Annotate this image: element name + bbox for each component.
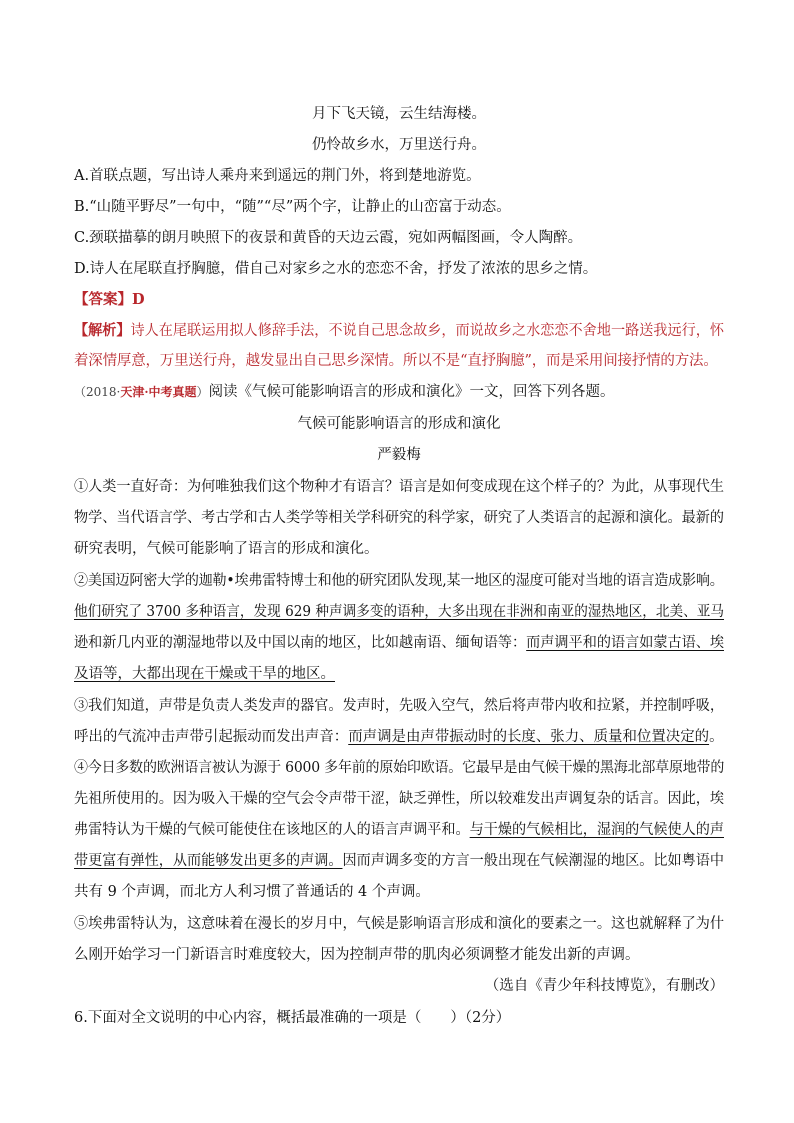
p2-line-2 — [74, 602, 725, 622]
p4-line-3a: 弗雷特认为干燥的气候可能使住在该地区的人的语言声调平和。 — [74, 822, 470, 838]
p4-line-5: 共有 9 个声调，而北方人利习惯了普通话的 4 个声调。 — [74, 884, 430, 900]
p4-underlined-2: 带更富有弹性，从而能够发出更多的声调。 — [74, 853, 343, 869]
p2-underlined-2: 而声调平和的语言如蒙古语、埃 — [526, 635, 724, 651]
p2-line-3 — [74, 633, 724, 653]
option-c: C.颈联描摹的朗月映照下的夜景和黄昏的天边云霞，宛如两幅图画，令人陶醉。 — [74, 230, 583, 246]
source-tag: 天津·中考真题 — [120, 385, 197, 399]
p5-line-2: 么刚开始学习一门新语言时难度较大，因为控制声带的肌肉必须调整才能发出新的声调。 — [74, 947, 640, 963]
answer-value: D — [132, 291, 145, 308]
p5-line-1: ⑤埃弗雷特认为，这意味着在漫长的岁月中，气候是影响语言形成和演化的要素之一。这也就解释了为什 — [74, 916, 724, 932]
poem-line-1: 月下飞天镜，云生结海楼。 — [312, 106, 486, 122]
analysis-line-2: 着深情厚意，万里送行舟，越发显出自己思乡深情。所以不是“直抒胸臆”，而是采用间接抒情的方法。 — [74, 353, 718, 369]
option-b: B.“山随平野尽”一句中，“随”“尽”两个字，让静止的山峦富于动态。 — [74, 199, 511, 215]
p4-line-1: ④今日多数的欧洲语言被认为源于 6000 多年前的原始印欧语。它最早是由气候干燥的黑海北部草原地带的 — [74, 760, 725, 776]
answer-line — [74, 290, 724, 310]
p4-line-3 — [74, 820, 724, 840]
p1-line-3: 研究表明，气候可能影响了语言的形成和演化。 — [74, 541, 379, 557]
p4-line-2: 先祖所使用的。因为吸入干燥的空气会令声带干涩，缺乏弹性，所以较难发出声调复杂的话言。因此，埃 — [74, 791, 724, 807]
p2-line-1: ②美国迈阿密大学的迦勒•埃弗雷特博士和他的研究团队发现,某一地区的湿度可能对当地的语言造成影响。 — [74, 573, 724, 589]
analysis-text-1: 诗人在尾联运用拟人修辞手法，不说自己思念故乡，而说故乡之水恋恋不舍地一路送我远行，怀 — [130, 323, 724, 339]
p3-line-2a: 呼出的气流冲击声带引起振动而发出声音： — [74, 729, 349, 745]
source-text: 阅读《气候可能影响语言的形成和演化》一文，回答下列各题。 — [208, 384, 615, 400]
p3-underlined: 而声调是由声带振动时的长度、张力、质量和位置决定的 — [348, 729, 710, 745]
p3-line-1: ③我们知道，声带是负责人类发声的器官。发声时，先吸入空气，然后将声带内收和拉紧，并控制呼吸， — [74, 698, 724, 714]
p1-line-2: 物学、当代语言学、考古学和古人类学等相关学科研究的科学家，研究了人类语言的起源和演化。最新的 — [74, 510, 724, 526]
question-6: 6.下面对全文说明的中心内容，概括最准确的一项是（ ）（2分） — [74, 1010, 511, 1026]
p2-underlined-3: 及语等，大都出现在干燥或干旱的地区。 — [74, 666, 335, 682]
answer-label: 【答案】 — [74, 291, 132, 308]
source-close: ） — [196, 385, 209, 399]
p4-line-4 — [74, 851, 724, 871]
p4-underlined-1: 与干燥的气候相比，湿润的气候使人的声 — [469, 822, 724, 838]
p2-line-4 — [74, 664, 724, 684]
p3-line-2c: 。 — [709, 729, 724, 745]
p1-line-1: ①人类一直好奇：为何唯独我们这个物种才有语言？语言是如何变成现在这个样子的？为此，从事现代生 — [74, 479, 724, 495]
option-d: D.诗人在尾联直抒胸臆，借自己对家乡之水的恋恋不舍，抒发了浓浓的思乡之情。 — [74, 261, 598, 277]
p2-line-3a: 逊和新几内亚的潮湿地带以及中国以南的地区，比如越南语、缅甸语等： — [74, 635, 527, 651]
article-title: 气候可能影响语言的形成和演化 — [297, 416, 501, 432]
article-author: 严毅梅 — [377, 447, 421, 463]
source-open: （2018· — [74, 385, 121, 399]
p3-line-2 — [74, 727, 724, 747]
analysis-line-1 — [74, 321, 724, 341]
article-citation: （选自《青少年科技博览》，有删改） — [484, 978, 724, 994]
option-a: A.首联点题，写出诗人乘舟来到遥远的荆门外，将到楚地游览。 — [74, 168, 481, 184]
analysis-label: 【解析】 — [74, 322, 131, 339]
p4-line-4b: 因而声调多变的方言一般出现在气候潮湿的地区。比如粤语中 — [342, 853, 724, 869]
source-note — [74, 382, 724, 402]
p2-underlined-1: 他们研究了 3700 多种语言，发现 629 种声调多变的语种，大多出现在非洲和南亚的湿热地区，北美、亚马 — [74, 604, 725, 620]
poem-line-2: 仍怜故乡水，万里送行舟。 — [312, 137, 486, 153]
